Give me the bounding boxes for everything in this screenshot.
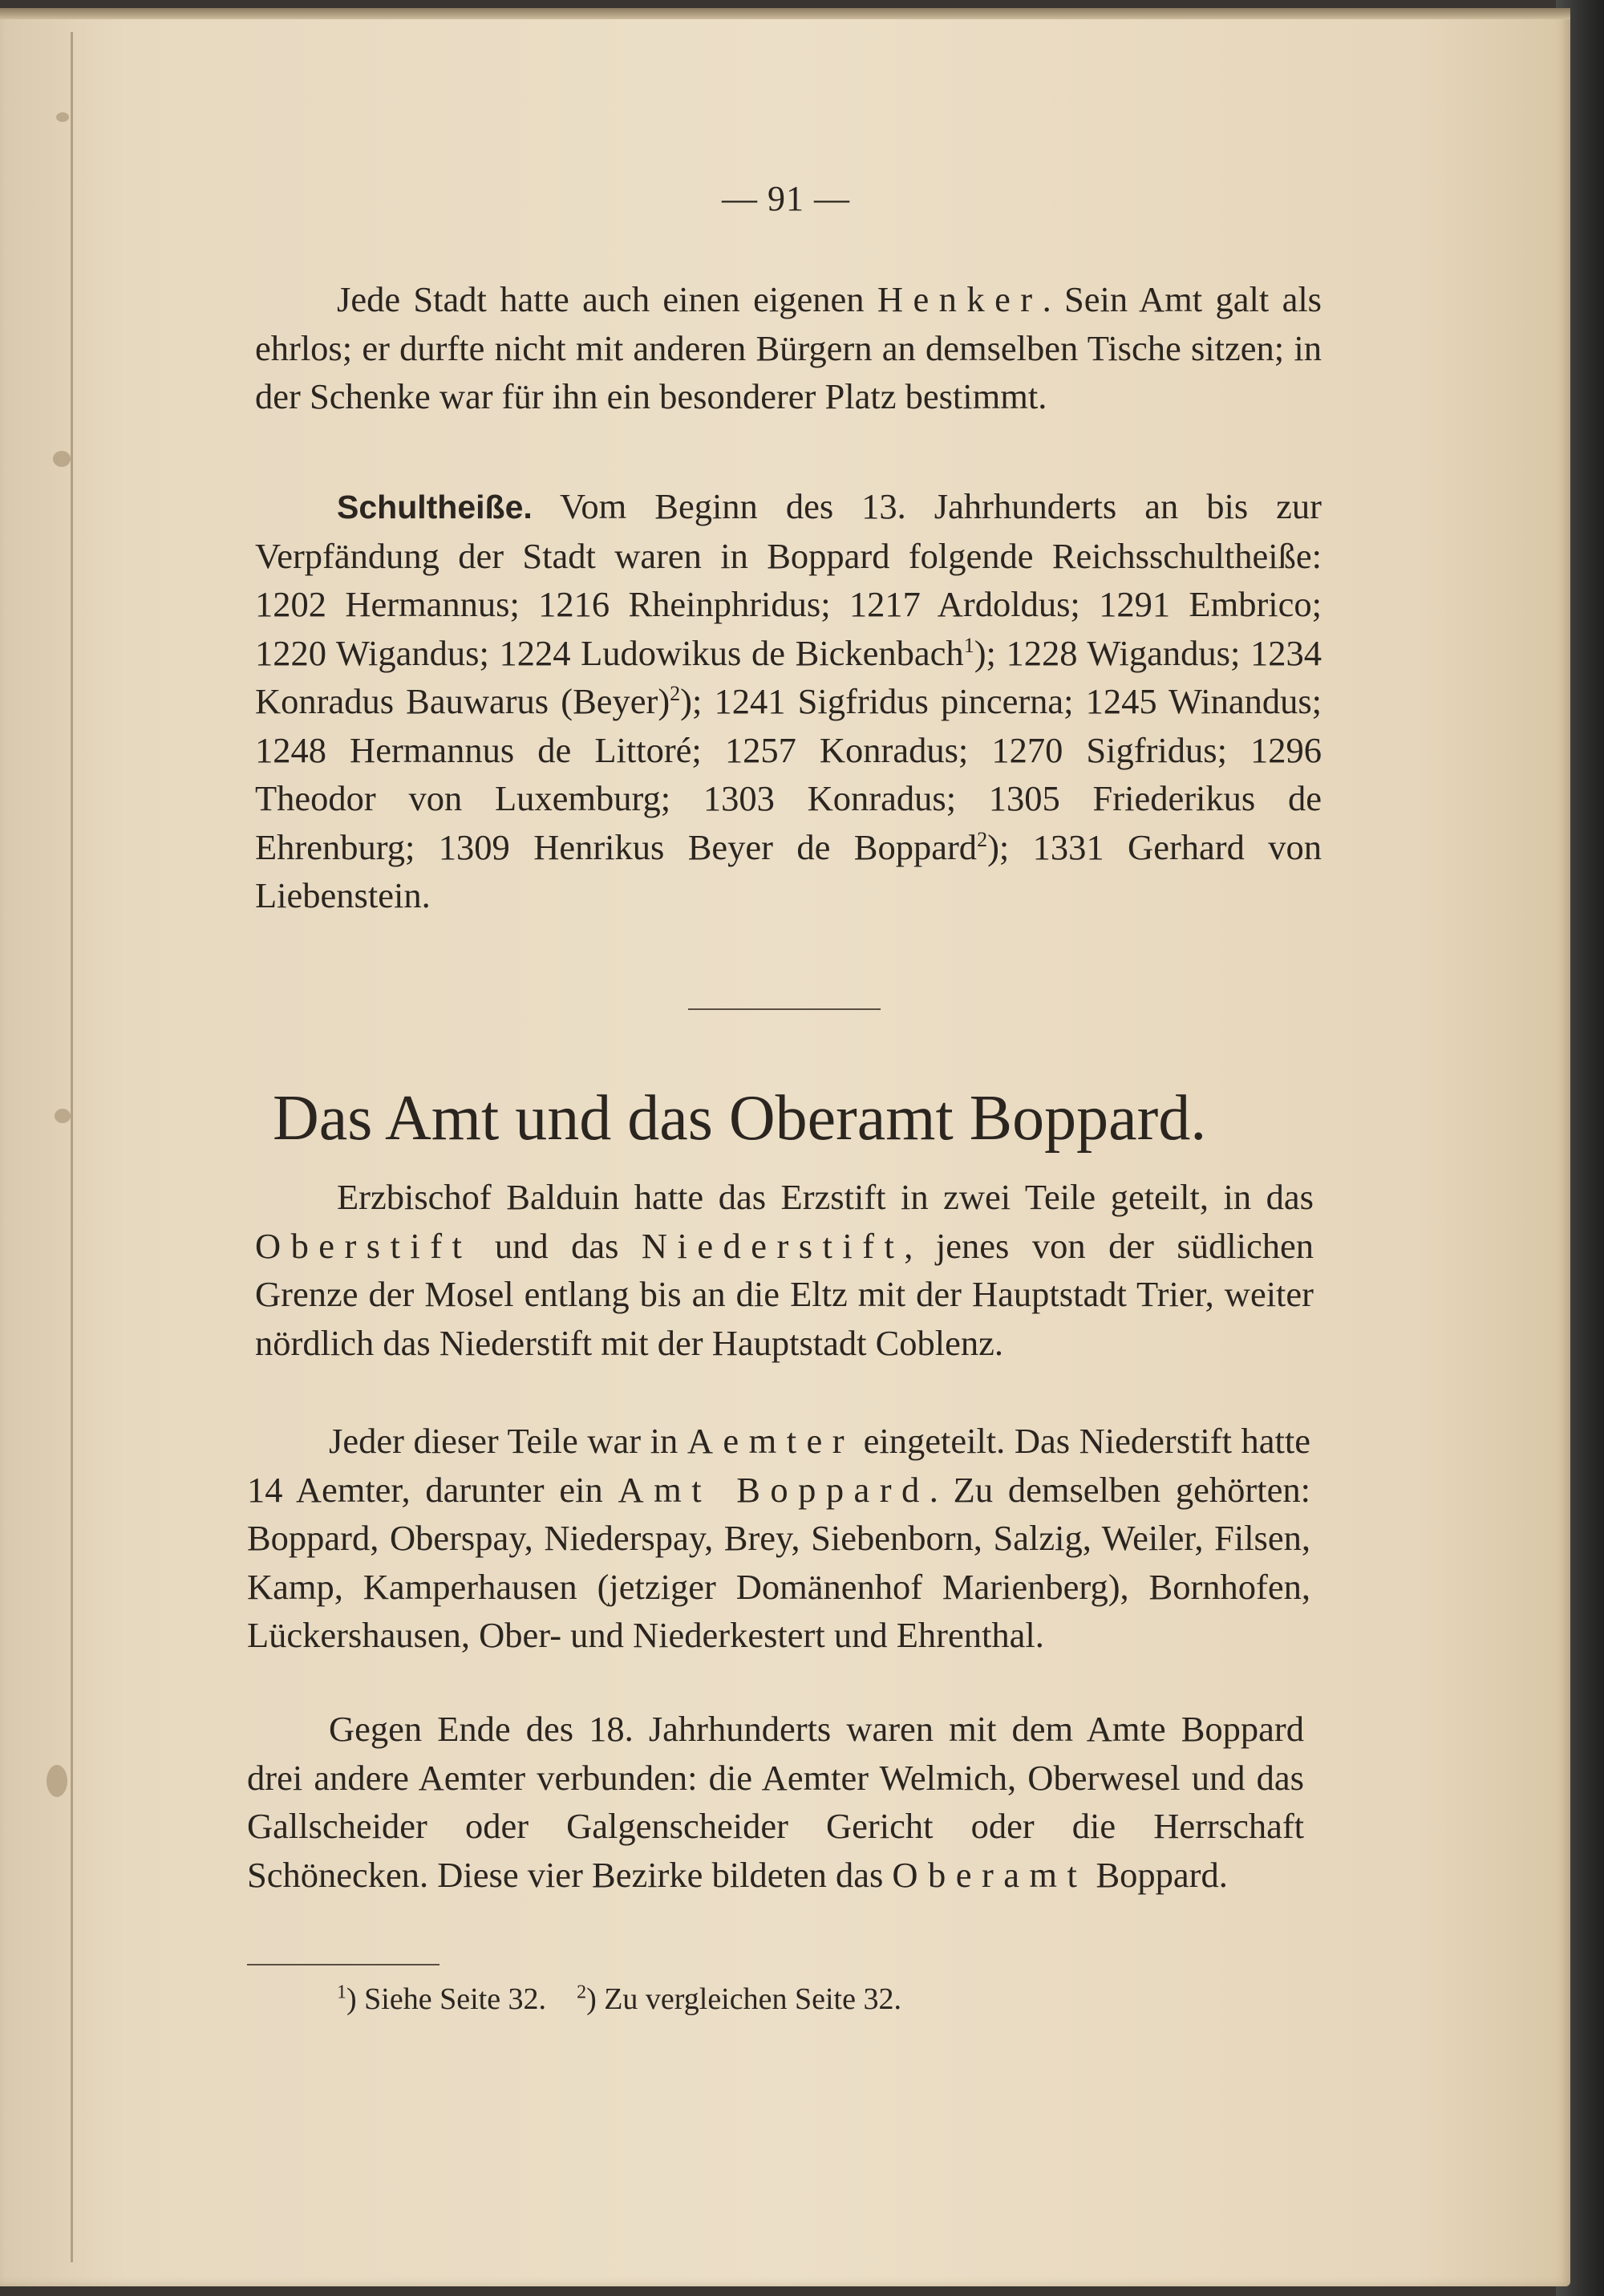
footnote-text: ) Zu vergleichen Seite 32. bbox=[586, 1982, 901, 2016]
text-run: Vom Beginn des 13. Jahrhunderts an bis zur Verpfändung der Stadt waren in Boppard folgende Reichsschultheiße: 1202 Hermannus; 1216 Rheinphridus; 1217 Ardoldus; 1291 Embrico; 1220 Wigandus; 1224 Ludowikus de Bickenbach bbox=[255, 486, 1322, 673]
spaced-term: Oberamt bbox=[892, 1854, 1088, 1895]
page-stain bbox=[53, 451, 71, 467]
text-run: ); 1331 Gerhard von Liebenstein. bbox=[255, 826, 1322, 915]
footnote-marker: 1 bbox=[963, 633, 974, 657]
text-run: ); 1241 Sigfridus pincerna; 1245 Winandus; 1248 Hermannus de Littoré; 1257 Konradus; 1270 Sigfridus; 1296 Theodor von Luxemburg; 1303 Konradus; 1305 Friederikus de Ehrenburg; 1309 Henrikus Beyer de Boppard bbox=[255, 681, 1322, 867]
text-run: Boppard. bbox=[1087, 1854, 1228, 1895]
footnote-divider bbox=[247, 1964, 439, 1965]
text-run: Jede Stadt hatte auch einen eigenen bbox=[337, 279, 877, 319]
footnotes bbox=[337, 1978, 1219, 2020]
text-run: ); 1228 Wigandus; 1234 Konradus Bauwarus (Beyer) bbox=[255, 632, 1322, 721]
page-gutter bbox=[71, 32, 73, 2262]
book-page bbox=[0, 8, 1570, 2286]
paragraph-erzstift bbox=[255, 1173, 1314, 1367]
text-run: . Sein Amt galt als ehrlos; er durfte nicht mit anderen Bürgern an demselben Tische sitzen; in der Schenke war für ihn ein besonderer Platz bestimmt. bbox=[255, 279, 1322, 416]
footnote-marker: 1 bbox=[337, 1982, 346, 2003]
footnote-marker: 2 bbox=[670, 682, 681, 706]
footnote-marker: 2 bbox=[577, 1982, 587, 2003]
spaced-term: Niederstift bbox=[641, 1225, 905, 1266]
text-run: Gegen Ende des 18. Jahrhunderts waren mit dem Amte Boppard drei andere Aemter verbunden: die Aemter Welmich, Oberwesel und das Gallscheider oder Galgenscheider Gericht oder die Herrschaft Schönecken. Diese vier Bezirke bildeten das bbox=[247, 1709, 1304, 1895]
spaced-term: Oberstift bbox=[255, 1225, 472, 1266]
text-run: und das bbox=[472, 1225, 642, 1266]
spaced-term: Aemter bbox=[687, 1421, 855, 1461]
page-stain bbox=[55, 1109, 71, 1123]
text-run: Jeder dieser Teile war in bbox=[329, 1421, 687, 1461]
page-stain bbox=[56, 112, 69, 122]
paragraph-aemter bbox=[247, 1417, 1310, 1660]
page-top-edge bbox=[0, 8, 1570, 19]
spaced-term: Henker bbox=[877, 279, 1043, 319]
paragraph-schultheisse bbox=[255, 482, 1322, 920]
paragraph-oberamt bbox=[247, 1705, 1304, 1899]
section-title: Das Amt und das Oberamt Boppard. bbox=[273, 1083, 1207, 1154]
page-number: — 91 — bbox=[722, 179, 850, 218]
text-run: , jenes von der südlichen Grenze der Mosel entlang bis an die Eltz mit der Hauptstadt Trier, weiter nördlich das Niederstift mit der Hauptstadt Coblenz. bbox=[255, 1225, 1314, 1363]
text-run: eingeteilt. Das Niederstift hatte 14 Aemter, darunter ein bbox=[247, 1421, 1310, 1510]
footnote-marker: 2 bbox=[977, 827, 988, 851]
inline-heading: Schultheiße. bbox=[337, 489, 533, 525]
paragraph-henker bbox=[255, 275, 1322, 421]
text-run: . Zu demselben gehörten: Boppard, Oberspay, Niederspay, Brey, Siebenborn, Salzig, Weiler, Filsen, Kamp, Kamperhausen (jetziger Domänenhof Marienberg), Bornhofen, Lückershausen, Ober- und Niederkestert und Ehrenthal. bbox=[247, 1469, 1310, 1655]
text-run: Erzbischof Balduin hatte das Erzstift in zwei Teile geteilt, in das bbox=[337, 1177, 1314, 1217]
page-stain bbox=[47, 1765, 67, 1797]
footnote-text: ) Siehe Seite 32. bbox=[346, 1982, 547, 2016]
section-divider bbox=[688, 1008, 881, 1010]
spaced-term: Amt Boppard bbox=[618, 1469, 930, 1510]
